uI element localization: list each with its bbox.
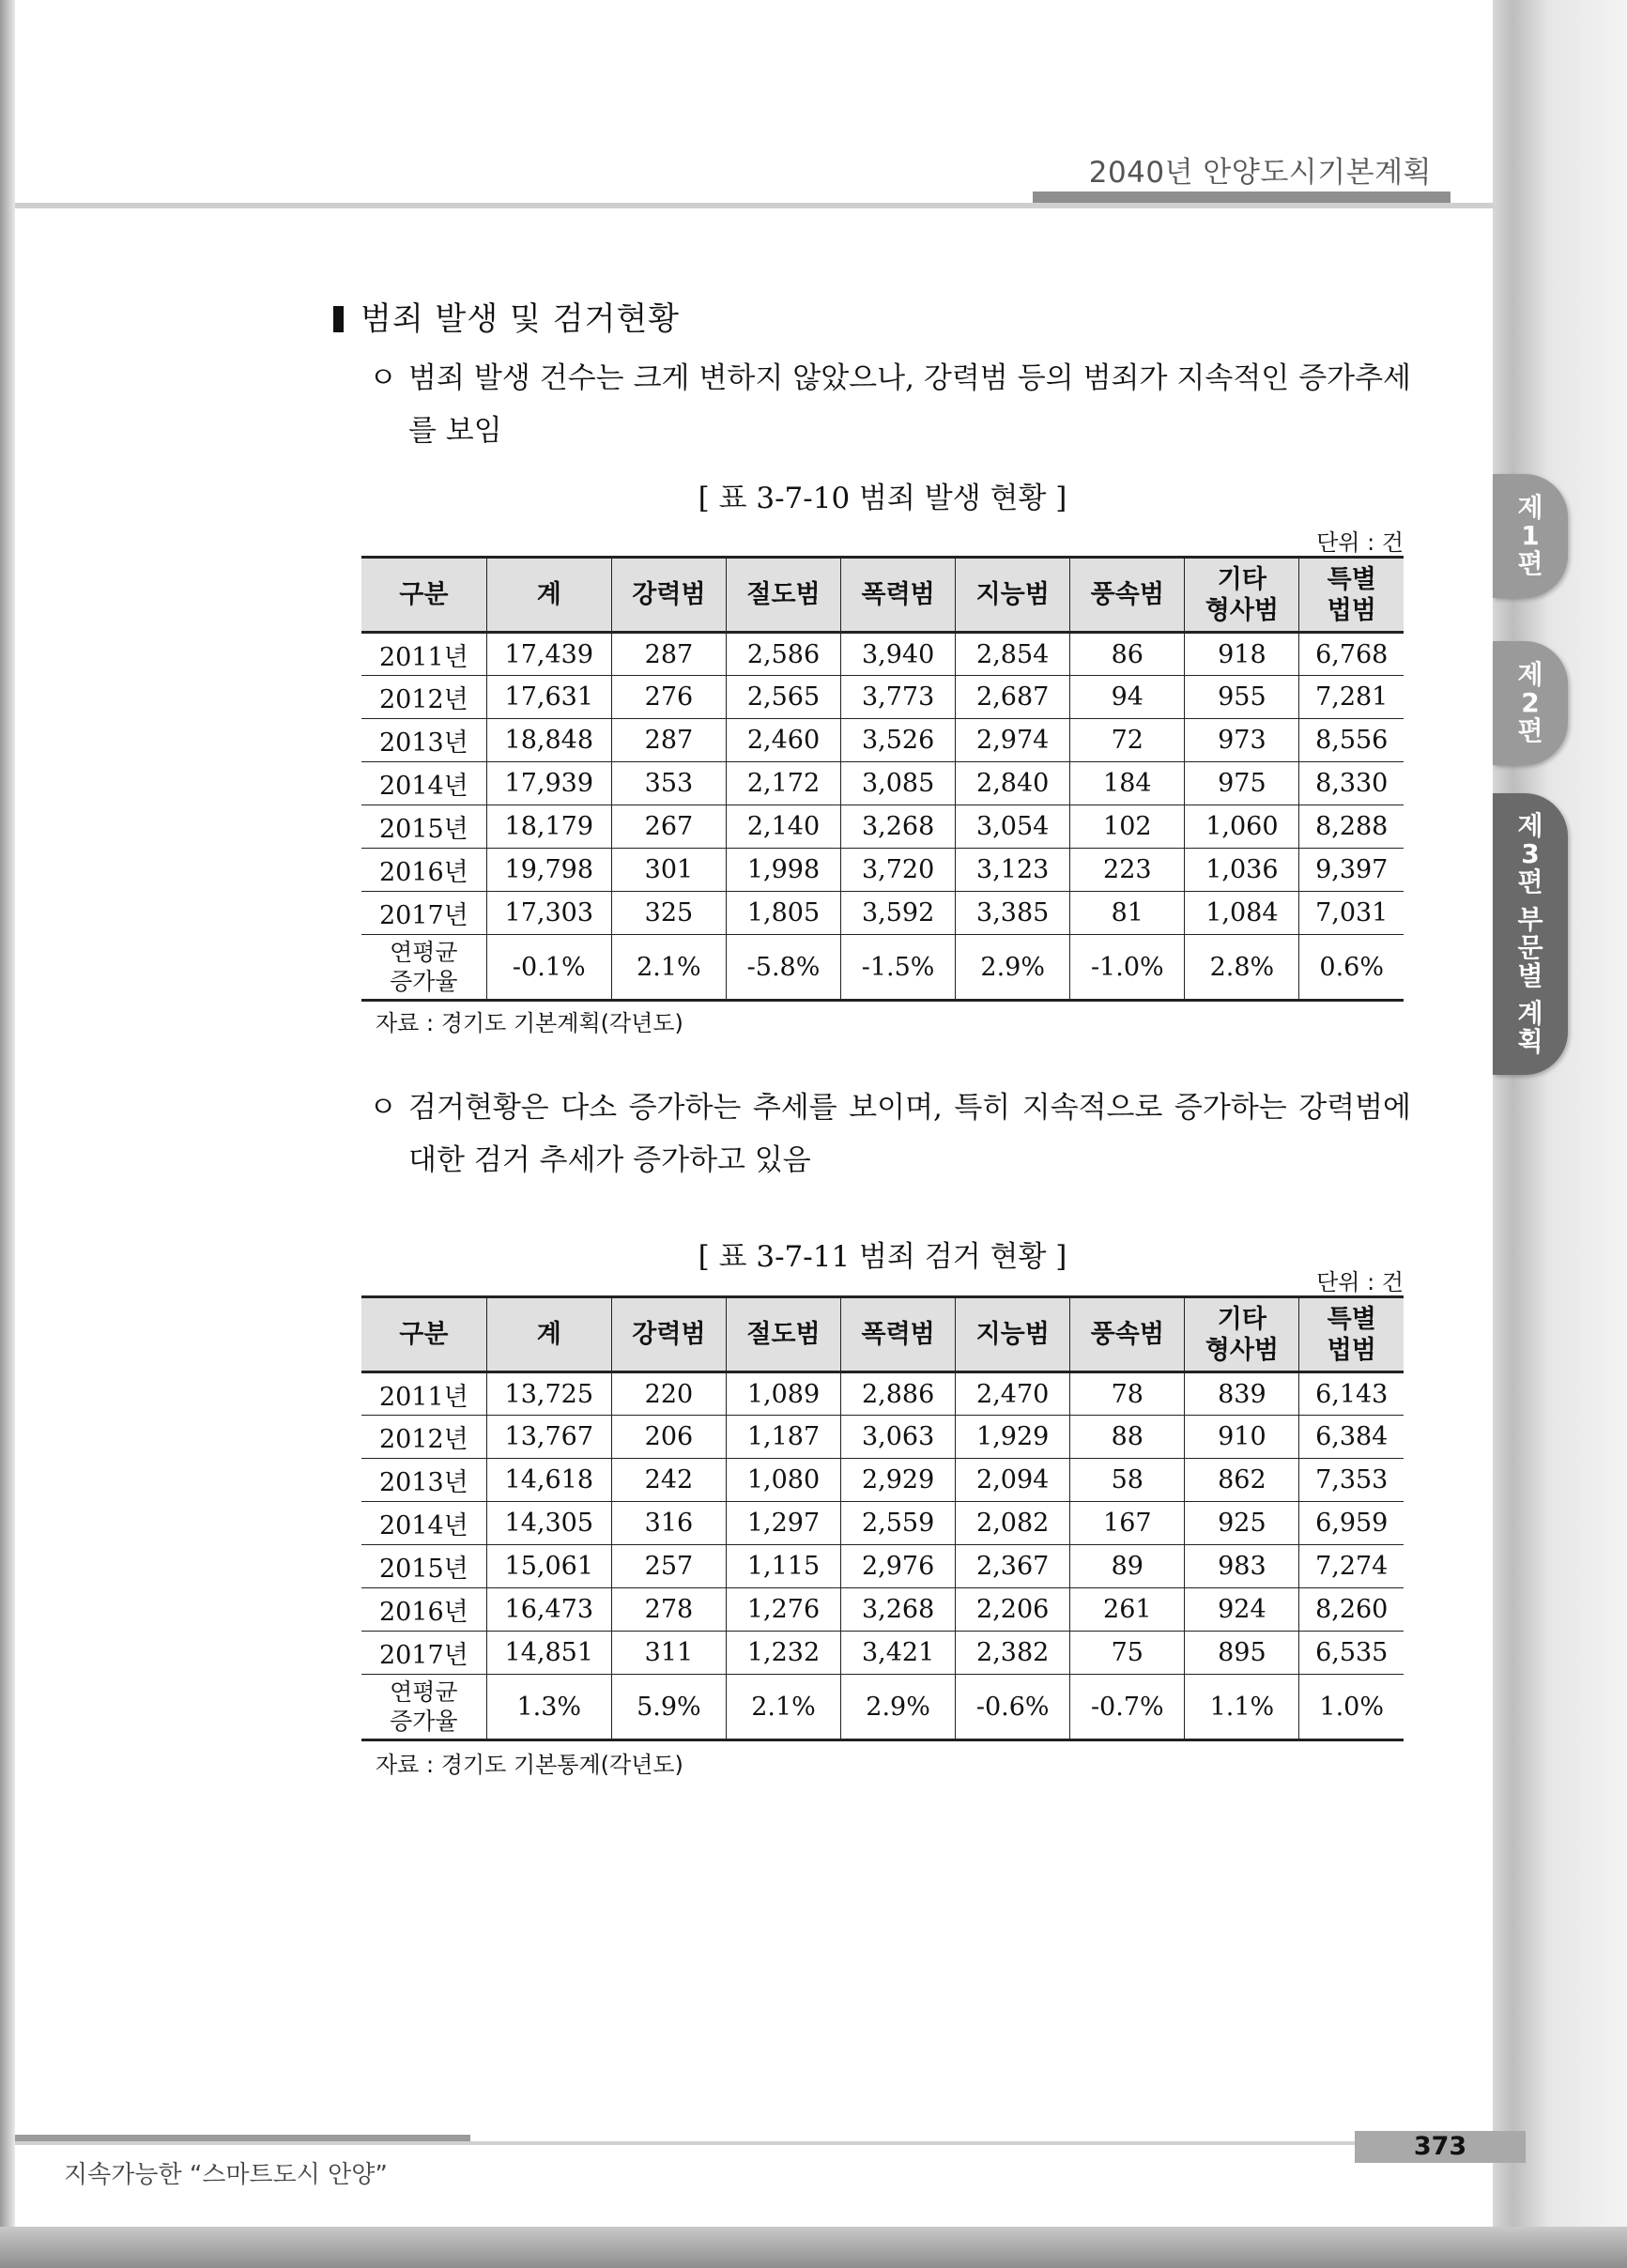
table-cell: 983 [1185, 1545, 1299, 1588]
column-header: 풍속범 [1070, 558, 1185, 633]
table-cell: 257 [611, 1545, 726, 1588]
table-cell: 2.1% [611, 935, 726, 1001]
table-cell: 16,473 [486, 1588, 611, 1632]
table-cell: 1,297 [726, 1502, 840, 1545]
table-cell: 2,840 [956, 762, 1070, 805]
table-cell: 2,206 [956, 1588, 1070, 1632]
table-cell: 2,974 [956, 719, 1070, 762]
table-cell: 287 [611, 633, 726, 676]
table-cell: 3,054 [956, 805, 1070, 849]
header-title: 2040년 안양도시기본계획 [1088, 156, 1432, 190]
row-label: 2015년 [361, 805, 486, 849]
tab-part-2[interactable] [1493, 641, 1568, 765]
table-cell: 1,929 [956, 1416, 1070, 1459]
table-cell: 2,559 [841, 1502, 956, 1545]
table-cell: -0.1% [486, 935, 611, 1001]
table-cell: 975 [1185, 762, 1299, 805]
table-cell: 2.1% [726, 1675, 840, 1740]
table-cell: 353 [611, 762, 726, 805]
column-header: 강력범 [611, 558, 726, 633]
table-cell: 6,959 [1299, 1502, 1404, 1545]
footer-rule [15, 2141, 1493, 2145]
footer-title: 지속가능한 “스마트도시 안양” [64, 2161, 388, 2189]
table-cell: 9,397 [1299, 849, 1404, 892]
tab-part-3[interactable] [1493, 793, 1568, 1075]
table-cell: 1.3% [486, 1675, 611, 1740]
table-cell: 3,085 [841, 762, 956, 805]
table-cell: 839 [1185, 1372, 1299, 1416]
table-cell: 242 [611, 1459, 726, 1502]
column-header: 계 [486, 558, 611, 633]
table-cell: 3,526 [841, 719, 956, 762]
table-cell: 8,260 [1299, 1588, 1404, 1632]
row-label: 2012년 [361, 676, 486, 719]
table-cell: 7,274 [1299, 1545, 1404, 1588]
table-cell: 2,140 [726, 805, 840, 849]
table-cell: 3,268 [841, 1588, 956, 1632]
table-cell: 316 [611, 1502, 726, 1545]
table-cell: 924 [1185, 1588, 1299, 1632]
table-row [361, 676, 1404, 719]
table-cell: -0.7% [1070, 1675, 1185, 1740]
table-row [361, 1632, 1404, 1675]
column-header: 폭력범 [841, 1297, 956, 1372]
table-row [361, 719, 1404, 762]
table-cell: 13,725 [486, 1372, 611, 1416]
table-cell: 2.9% [956, 935, 1070, 1001]
column-header: 계 [486, 1297, 611, 1372]
table-cell: 58 [1070, 1459, 1185, 1502]
table1-caption: [ 표 3-7-10 범죄 발생 현황 ] [698, 482, 1067, 515]
table-row [361, 762, 1404, 805]
column-header: 강력범 [611, 1297, 726, 1372]
section-title [333, 293, 680, 339]
table-cell: 918 [1185, 633, 1299, 676]
header-row [361, 1297, 1404, 1372]
table-row [361, 633, 1404, 676]
table-cell: 18,848 [486, 719, 611, 762]
table-cell: 1,084 [1185, 892, 1299, 935]
table-cell: 14,305 [486, 1502, 611, 1545]
table-cell: 7,353 [1299, 1459, 1404, 1502]
column-header: 기타 형사범 [1185, 558, 1299, 633]
table-cell: 261 [1070, 1588, 1185, 1632]
table-cell: 2,886 [841, 1372, 956, 1416]
row-label: 연평균 증가율 [361, 1675, 486, 1740]
growth-rate-row [361, 935, 1404, 1001]
row-label: 2014년 [361, 1502, 486, 1545]
table-cell: 955 [1185, 676, 1299, 719]
section-title-text: 범죄 발생 및 검거현황 [361, 300, 681, 338]
table-row [361, 1372, 1404, 1416]
table-cell: 7,281 [1299, 676, 1404, 719]
table-cell: 89 [1070, 1545, 1185, 1588]
growth-rate-row [361, 1675, 1404, 1740]
table-cell: 2,687 [956, 676, 1070, 719]
table-cell: 78 [1070, 1372, 1185, 1416]
table-cell: 0.6% [1299, 935, 1404, 1001]
table-cell: 2,565 [726, 676, 840, 719]
table-cell: 13,767 [486, 1416, 611, 1459]
table-cell: 2,094 [956, 1459, 1070, 1502]
column-header: 지능범 [956, 558, 1070, 633]
table-cell: 3,592 [841, 892, 956, 935]
table-cell: 6,384 [1299, 1416, 1404, 1459]
table-cell: 2,172 [726, 762, 840, 805]
table-row [361, 1459, 1404, 1502]
table-cell: 2.9% [841, 1675, 956, 1740]
table-cell: 3,063 [841, 1416, 956, 1459]
table-cell: 3,940 [841, 633, 956, 676]
table-cell: 167 [1070, 1502, 1185, 1545]
table-cell: 925 [1185, 1502, 1299, 1545]
table-cell: 3,773 [841, 676, 956, 719]
table-row [361, 1502, 1404, 1545]
table-cell: 206 [611, 1416, 726, 1459]
table-cell: 973 [1185, 719, 1299, 762]
table-cell: 18,179 [486, 805, 611, 849]
table-cell: 311 [611, 1632, 726, 1675]
table-cell: 220 [611, 1372, 726, 1416]
section-marker-icon [333, 306, 344, 332]
circle-bullet-icon: ㅇ [369, 361, 397, 395]
table-cell: 2,460 [726, 719, 840, 762]
table-cell: 14,851 [486, 1632, 611, 1675]
table-cell: 1,276 [726, 1588, 840, 1632]
header-rule [15, 203, 1493, 208]
table-cell: 2,382 [956, 1632, 1070, 1675]
column-header: 절도범 [726, 558, 840, 633]
table-cell: 3,385 [956, 892, 1070, 935]
page-edge-bottom [0, 2227, 1627, 2268]
table-cell: -1.0% [1070, 935, 1185, 1001]
table1-unit: 단위 : 건 [1316, 529, 1404, 556]
table-cell: 1,080 [726, 1459, 840, 1502]
paragraph-occurrence [369, 352, 1411, 457]
column-header: 특별 법범 [1299, 558, 1404, 633]
column-header: 특별 법범 [1299, 1297, 1404, 1372]
table-cell: 276 [611, 676, 726, 719]
crime-arrest-table [361, 1295, 1404, 1741]
table-cell: 1,115 [726, 1545, 840, 1588]
table-cell: 1,187 [726, 1416, 840, 1459]
row-label: 2011년 [361, 633, 486, 676]
table1-source: 자료 : 경기도 기본계획(각년도) [376, 1010, 683, 1036]
page-edge-left [0, 0, 15, 2268]
column-header: 폭력범 [841, 558, 956, 633]
table-cell: 2.8% [1185, 935, 1299, 1001]
table-row [361, 805, 1404, 849]
tab-label: 제 3 편 부 문 별 계 획 [1517, 810, 1543, 1057]
table-cell: 1,089 [726, 1372, 840, 1416]
table-cell: 3,268 [841, 805, 956, 849]
table-cell: 1,036 [1185, 849, 1299, 892]
tab-label: 제 1 편 [1517, 492, 1543, 579]
table-cell: 223 [1070, 849, 1185, 892]
table-cell: 1.1% [1185, 1675, 1299, 1740]
row-label: 2017년 [361, 1632, 486, 1675]
row-label: 2013년 [361, 719, 486, 762]
tab-label: 제 2 편 [1517, 659, 1543, 746]
row-label: 2014년 [361, 762, 486, 805]
column-header: 구분 [361, 558, 486, 633]
paragraph-text: 검거현황은 다소 증가하는 추세를 보이며, 특히 지속적으로 증가하는 강력범에 대한 검거 추세가 증가하고 있음 [408, 1091, 1411, 1177]
table-cell: 287 [611, 719, 726, 762]
table-cell: 8,288 [1299, 805, 1404, 849]
table-cell: 1,998 [726, 849, 840, 892]
page-edge-right [1493, 0, 1627, 2268]
row-label: 연평균 증가율 [361, 935, 486, 1001]
crime-occurrence-table [361, 556, 1404, 1002]
table2-unit: 단위 : 건 [1316, 1269, 1404, 1295]
table-cell: 6,143 [1299, 1372, 1404, 1416]
table-cell: -0.6% [956, 1675, 1070, 1740]
row-label: 2015년 [361, 1545, 486, 1588]
table-cell: 3,421 [841, 1632, 956, 1675]
table-cell: 6,535 [1299, 1632, 1404, 1675]
table-cell: 325 [611, 892, 726, 935]
table-cell: 301 [611, 849, 726, 892]
table-cell: 81 [1070, 892, 1185, 935]
table-row [361, 1588, 1404, 1632]
table-cell: 278 [611, 1588, 726, 1632]
table-cell: 8,330 [1299, 762, 1404, 805]
column-header: 절도범 [726, 1297, 840, 1372]
column-header: 기타 형사범 [1185, 1297, 1299, 1372]
table-cell: 1,805 [726, 892, 840, 935]
table-cell: 6,768 [1299, 633, 1404, 676]
column-header: 구분 [361, 1297, 486, 1372]
table-cell: 19,798 [486, 849, 611, 892]
table-cell: 3,123 [956, 849, 1070, 892]
row-label: 2017년 [361, 892, 486, 935]
tab-part-1[interactable] [1493, 474, 1568, 598]
table-cell: 17,939 [486, 762, 611, 805]
table-cell: 2,586 [726, 633, 840, 676]
table-cell: 94 [1070, 676, 1185, 719]
table-cell: 15,061 [486, 1545, 611, 1588]
table-cell: 7,031 [1299, 892, 1404, 935]
row-label: 2016년 [361, 849, 486, 892]
table-cell: 1.0% [1299, 1675, 1404, 1740]
circle-bullet-icon: ㅇ [369, 1091, 397, 1125]
page-number: 373 [1355, 2131, 1526, 2163]
table-cell: 5.9% [611, 1675, 726, 1740]
table-row [361, 892, 1404, 935]
table-cell: 1,060 [1185, 805, 1299, 849]
table-cell: 2,082 [956, 1502, 1070, 1545]
table-cell: 267 [611, 805, 726, 849]
column-header: 지능범 [956, 1297, 1070, 1372]
table-row [361, 1416, 1404, 1459]
table-cell: 14,618 [486, 1459, 611, 1502]
table-cell: 895 [1185, 1632, 1299, 1675]
table-cell: 8,556 [1299, 719, 1404, 762]
table-cell: -5.8% [726, 935, 840, 1001]
column-header: 풍속범 [1070, 1297, 1185, 1372]
table-cell: 72 [1070, 719, 1185, 762]
paragraph-arrest [369, 1081, 1411, 1187]
table-row [361, 849, 1404, 892]
table-cell: 2,976 [841, 1545, 956, 1588]
table2-caption: [ 표 3-7-11 범죄 검거 현황 ] [698, 1240, 1067, 1274]
table-cell: 1,232 [726, 1632, 840, 1675]
table-cell: 3,720 [841, 849, 956, 892]
table-cell: 184 [1070, 762, 1185, 805]
table-cell: 2,367 [956, 1545, 1070, 1588]
table-cell: 86 [1070, 633, 1185, 676]
table2-source: 자료 : 경기도 기본통계(각년도) [376, 1752, 683, 1778]
table-cell: 2,929 [841, 1459, 956, 1502]
table-cell: 102 [1070, 805, 1185, 849]
table-cell: 88 [1070, 1416, 1185, 1459]
table-row [361, 1545, 1404, 1588]
row-label: 2011년 [361, 1372, 486, 1416]
table-cell: 2,854 [956, 633, 1070, 676]
row-label: 2013년 [361, 1459, 486, 1502]
table-cell: 910 [1185, 1416, 1299, 1459]
table-cell: 75 [1070, 1632, 1185, 1675]
row-label: 2012년 [361, 1416, 486, 1459]
table-cell: -1.5% [841, 935, 956, 1001]
paragraph-text: 범죄 발생 건수는 크게 변하지 않았으나, 강력범 등의 범죄가 지속적인 증가추세를 보임 [408, 361, 1411, 448]
table-cell: 862 [1185, 1459, 1299, 1502]
header-row [361, 558, 1404, 633]
table-cell: 17,303 [486, 892, 611, 935]
table-cell: 17,631 [486, 676, 611, 719]
table-cell: 2,470 [956, 1372, 1070, 1416]
table-cell: 17,439 [486, 633, 611, 676]
row-label: 2016년 [361, 1588, 486, 1632]
